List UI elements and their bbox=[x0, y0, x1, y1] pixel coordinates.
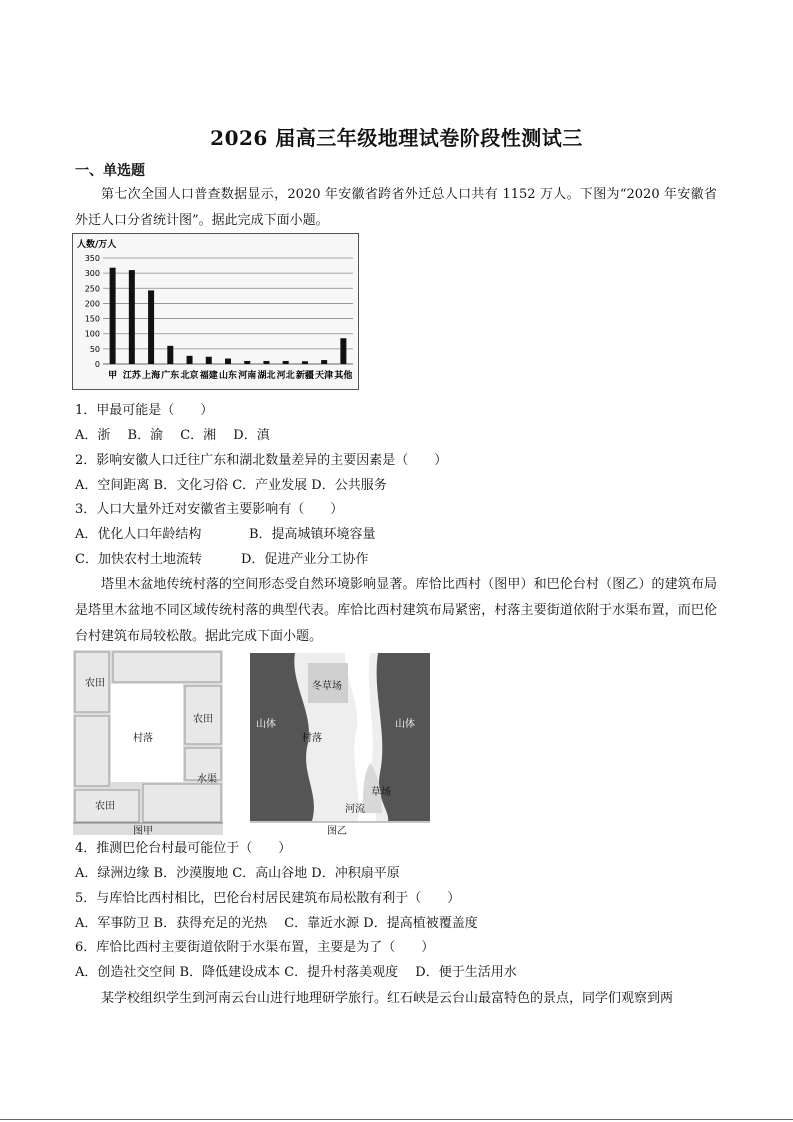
chart-xtick-label: 河北 bbox=[276, 371, 295, 381]
question-2-options: A．空间距离 B．文化习俗 C．产业发展 D．公共服务 bbox=[75, 478, 387, 493]
chart-ytick-label: 250 bbox=[84, 284, 100, 294]
intro-paragraph-3: 某学校组织学生到河南云台山进行地理研学旅行。红石峡是云台山最富特色的景点，同学们观察到两 bbox=[101, 991, 674, 1006]
fig-a-canal-label: 水渠 bbox=[197, 774, 217, 785]
question-3-option-a: A．优化人口年龄结构 bbox=[75, 527, 202, 542]
chart-ytick-label: 150 bbox=[84, 314, 100, 324]
fig-b-village-label: 村落 bbox=[302, 733, 322, 744]
chart-ytick-label: 100 bbox=[84, 329, 100, 339]
question-5: 5．与库恰比西村相比，巴伦台村居民建筑布局松散有利于（ ） bbox=[75, 891, 461, 906]
chart-bar-甲 bbox=[110, 268, 116, 364]
question-3-option-d: D．促进产业分工协作 bbox=[241, 552, 369, 567]
chart-svg bbox=[73, 234, 358, 389]
chart-bar-广东 bbox=[167, 346, 173, 364]
figure-b bbox=[250, 653, 430, 835]
chart-xtick-label: 广东 bbox=[161, 371, 180, 381]
chart-xtick-label: 其他 bbox=[334, 371, 353, 381]
chart-xtick-label: 天津 bbox=[315, 371, 334, 381]
chart-xtick-label: 甲 bbox=[108, 371, 118, 381]
fig-b-pasture-label: 草场 bbox=[371, 787, 391, 798]
question-5-options: A．军事防卫 B．获得充足的光热 C．靠近水源 D．提高植被覆盖度 bbox=[75, 916, 478, 931]
chart-ylabel: 人数/万人 bbox=[77, 240, 117, 250]
intro-paragraph-2: 塔里木盆地传统村落的空间形态受自然环境影响显著。库恰比西村（图甲）和巴伦台村（图乙）的建筑布局是塔里木盆地不同区域传统村落的典型代表。库恰比西村建筑布局紧密，村落主要街道依附于水渠布置，而巴伦台村建筑布局较松散。据此完成下面小题。 bbox=[75, 577, 717, 644]
fig-b-mountain-label-1: 山体 bbox=[256, 719, 276, 730]
chart-bar-河南 bbox=[244, 361, 250, 364]
chart-ytick-label: 300 bbox=[84, 269, 100, 279]
chart-xtick-label: 江苏 bbox=[122, 371, 141, 381]
question-4: 4．推测巴伦台村最可能位于（ ） bbox=[75, 841, 292, 856]
question-1: 1．甲最可能是（ ） bbox=[75, 403, 214, 418]
fig-a-farm-label-2: 农田 bbox=[193, 714, 213, 725]
chart-xtick-label: 湖北 bbox=[257, 371, 276, 381]
chart-ytick-label: 50 bbox=[89, 344, 100, 354]
question-3: 3．人口大量外迁对安徽省主要影响有（ ） bbox=[75, 502, 344, 517]
chart-bar-北京 bbox=[187, 356, 193, 364]
chart-xtick-label: 上海 bbox=[142, 371, 161, 381]
chart-bar-湖北 bbox=[263, 361, 269, 364]
fig-a-farm-label-3: 农田 bbox=[95, 801, 115, 812]
chart-bar-江苏 bbox=[129, 270, 135, 364]
chart-bar-新疆 bbox=[302, 361, 308, 364]
page-title: 2026 届高三年级地理试卷阶段性测试三 bbox=[210, 126, 583, 150]
question-6: 6．库恰比西村主要街道依附于水渠布置，主要是为了（ ） bbox=[75, 940, 435, 955]
fig-b-winter-pasture-label: 冬草场 bbox=[312, 681, 342, 692]
chart-bar-河北 bbox=[283, 361, 289, 364]
section-heading: 一、单选题 bbox=[75, 163, 145, 179]
question-3-option-b: B．提高城镇环境容量 bbox=[249, 527, 376, 542]
chart-xtick-label: 新疆 bbox=[295, 371, 314, 381]
question-3-option-c: C．加快农村土地流转 bbox=[75, 552, 202, 567]
question-6-options: A．创造社交空间 B．降低建设成本 C．提升村落美观度 D．便于生活用水 bbox=[75, 965, 517, 980]
chart-xtick-label: 北京 bbox=[180, 371, 199, 381]
page-bottom-rule bbox=[0, 1119, 793, 1120]
chart-bar-其他 bbox=[340, 338, 346, 364]
chart-ytick-label: 0 bbox=[94, 360, 100, 369]
population-chart bbox=[72, 233, 359, 390]
chart-bar-天津 bbox=[321, 360, 327, 364]
fig-a-farm-label-1: 农田 bbox=[85, 678, 105, 689]
chart-bar-上海 bbox=[148, 290, 154, 364]
chart-xtick-label: 河南 bbox=[238, 371, 257, 381]
fig-b-mountain-label-2: 山体 bbox=[395, 719, 415, 730]
fig-a-caption: 图甲 bbox=[133, 826, 153, 837]
figure-a bbox=[73, 650, 223, 835]
fig-b-caption: 图乙 bbox=[327, 826, 347, 837]
chart-bar-山东 bbox=[225, 359, 231, 364]
chart-ytick-label: 200 bbox=[84, 299, 100, 309]
chart-xtick-label: 福建 bbox=[199, 371, 218, 381]
question-1-options: A．浙 B．渝 C．湘 D．滇 bbox=[75, 428, 270, 443]
chart-bar-福建 bbox=[206, 357, 212, 364]
fig-a-village-label: 村落 bbox=[133, 733, 153, 744]
fig-b-river-label: 河流 bbox=[345, 804, 365, 815]
question-4-options: A．绿洲边缘 B．沙漠腹地 C．高山谷地 D．冲积扇平原 bbox=[75, 866, 400, 881]
chart-ytick-label: 350 bbox=[84, 254, 100, 263]
chart-xtick-label: 山东 bbox=[218, 371, 238, 381]
question-2: 2．影响安徽人口迁往广东和湖北数量差异的主要因素是（ ） bbox=[75, 453, 448, 468]
intro-paragraph-1: 第七次全国人口普查数据显示，2020 年安徽省跨省外迁总人口共有 1152 万人。下图为“2020 年安徽省外迁人口分省统计图”。据此完成下面小题。 bbox=[75, 187, 717, 228]
